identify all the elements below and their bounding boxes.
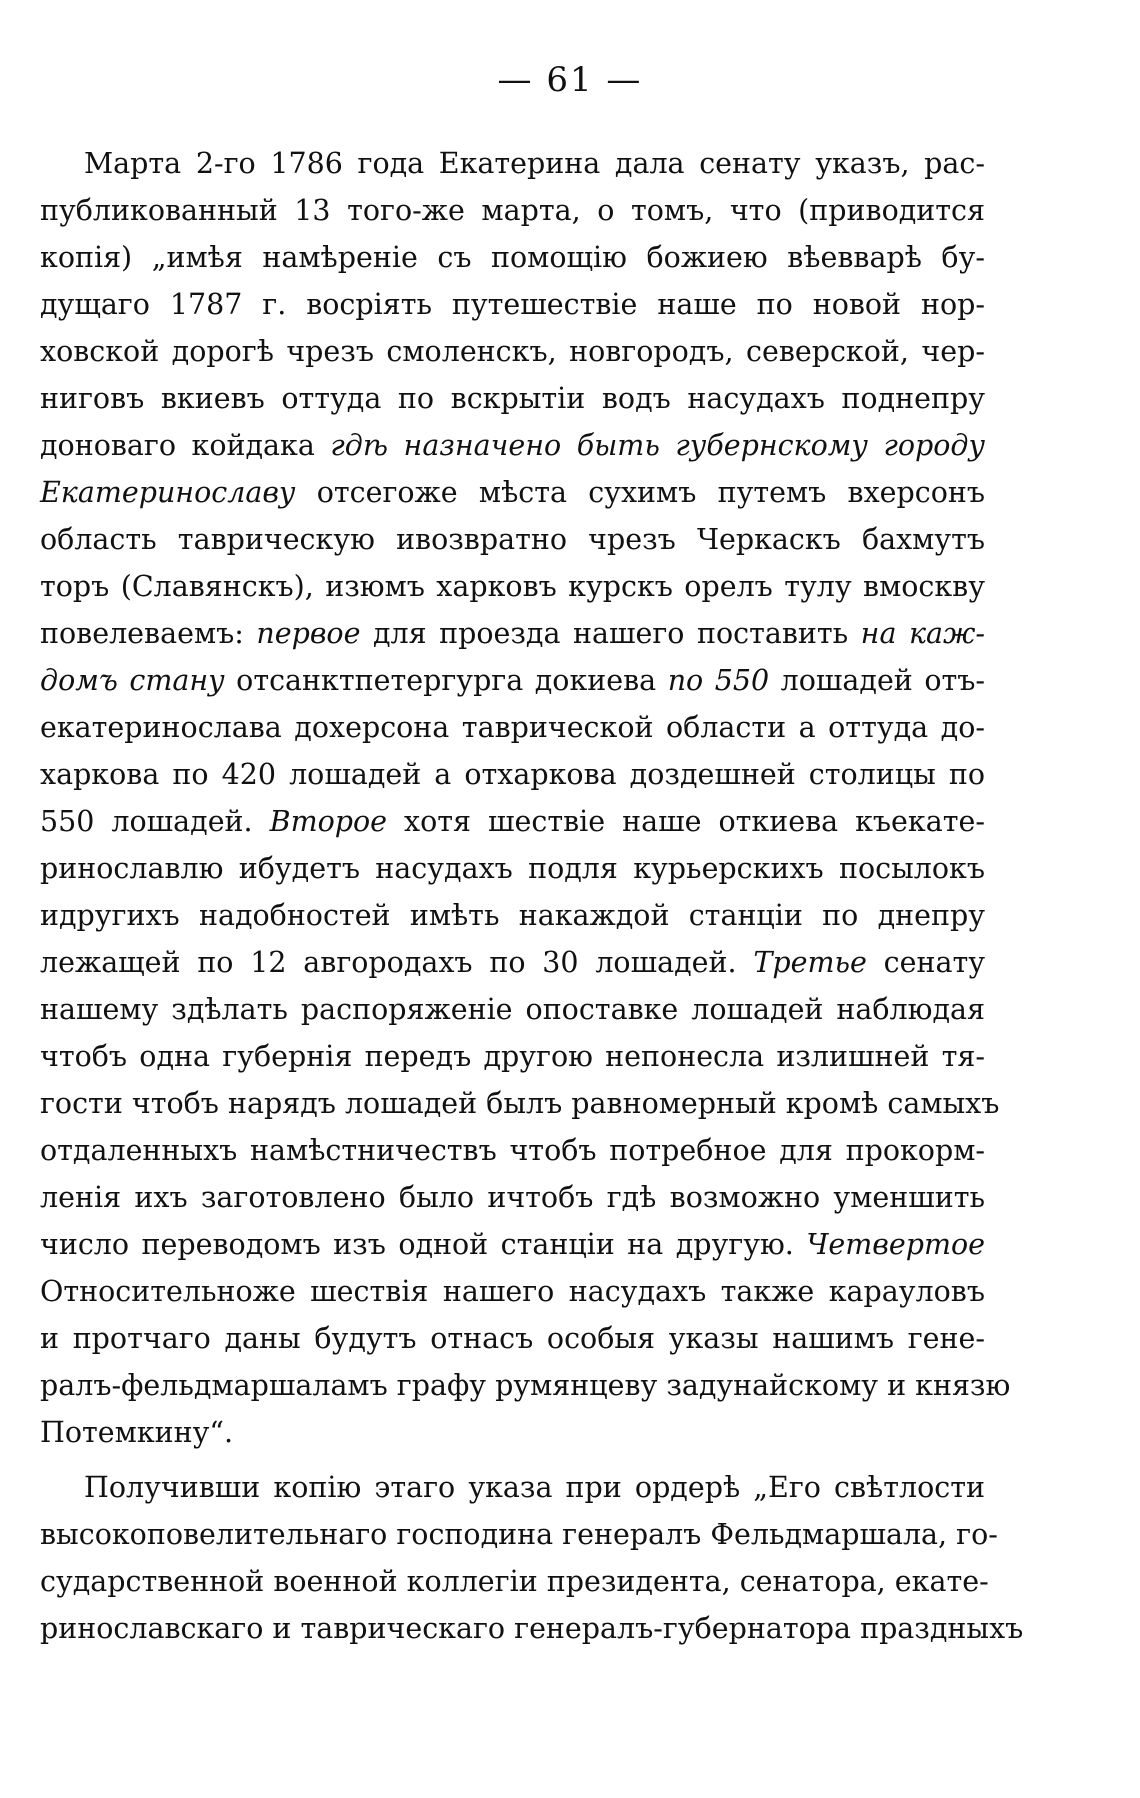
text-run: 550 лошадей. (40, 805, 270, 838)
text-line (40, 1605, 1024, 1652)
text-line (40, 986, 985, 1033)
text-line (40, 375, 985, 422)
italic-run: Третье (753, 946, 867, 979)
text-run: ринославлю ибудетъ насудахъ подля курьерскихъ посылокъ (40, 852, 985, 885)
text-run: ринославскаго и таврическаго генералъ-губернатора праздныхъ (40, 1612, 1024, 1645)
paragraph-gap (40, 1456, 985, 1464)
text-run: дущаго 1787 г. восріять путешествіе наше по новой нор- (40, 288, 985, 321)
text-run: повелеваемъ: (40, 617, 257, 650)
text-line (40, 1033, 985, 1080)
text-run: идругихъ надобностей имѣть накаждой станціи по днепру (40, 899, 985, 932)
text-line (40, 1464, 985, 1511)
text-run: область таврическую ивозвратно чрезъ Черкаскъ бахмутъ (40, 523, 985, 556)
text-run: копія) „имѣя намѣреніе съ помощію божиею вѣевварѣ бу- (40, 241, 985, 274)
text-line (40, 610, 985, 657)
text-run: ралъ-фельдмаршаламъ графу румянцеву задунайскому и князю (40, 1369, 1011, 1402)
text-run: сударственной военной коллегіи президента, сенатора, екате- (40, 1565, 989, 1598)
italic-run: Екатеринославу (40, 476, 296, 509)
text-run: екатеринослава дохерсона таврической области а оттуда до- (40, 711, 985, 744)
text-line (40, 563, 985, 610)
text-run: Относительноже шествія нашего насудахъ также карауловъ (40, 1275, 985, 1308)
italic-run: домъ стану (40, 664, 225, 697)
text-run: Получивши копію этаго указа при ордерѣ „Его свѣтлости (84, 1471, 985, 1504)
paragraph-1 (40, 140, 1011, 1456)
text-run: отсанктпетергурга докиева (224, 664, 668, 697)
text-line (40, 704, 985, 751)
text-line (40, 845, 985, 892)
text-run: и протчаго даны будутъ отнасъ особыя указы нашимъ гене- (40, 1322, 985, 1355)
text-line (40, 751, 985, 798)
body-text (40, 140, 1024, 1652)
text-line (40, 1268, 985, 1315)
text-run: отсегоже мѣста сухимъ путемъ вхерсонъ (295, 476, 985, 509)
text-run: харкова по 420 лошадей а отхаркова доздешней столицы по (40, 758, 985, 791)
text-run: Марта 2-го 1786 года Екатерина дала сенату указъ, рас- (84, 147, 985, 180)
text-line (40, 1511, 998, 1558)
text-line (40, 892, 985, 939)
text-line (40, 657, 985, 704)
text-run: ховской дорогѣ чрезъ смоленскъ, новгородъ, северской, чер- (40, 335, 985, 368)
text-run: для проезда нашего поставить (360, 617, 861, 650)
text-run: гости чтобъ нарядъ лошадей былъ равномерный кромѣ самыхъ (40, 1087, 1000, 1120)
text-line (40, 1174, 985, 1221)
text-run: чтобъ одна губернія передъ другою непонесла излишней тя- (40, 1040, 985, 1073)
text-line (40, 1080, 1000, 1127)
text-run: доноваго койдака (40, 429, 331, 462)
text-line (40, 234, 985, 281)
text-run: торъ (Славянскъ), изюмъ харковъ курскъ орелъ тулу вмоскву (40, 570, 985, 603)
text-line (40, 516, 985, 563)
text-run: Потемкину“. (40, 1416, 234, 1449)
text-run: лошадей отъ- (769, 664, 986, 697)
text-line (40, 1558, 989, 1605)
italic-run: первое (256, 617, 361, 650)
text-line (40, 798, 985, 845)
text-line (40, 140, 985, 187)
page-number: — 61 — (497, 60, 643, 100)
text-line (40, 1127, 985, 1174)
text-line (40, 1409, 985, 1456)
text-line (40, 1362, 1011, 1409)
text-run: ниговъ вкиевъ оттуда по вскрытіи водъ насудахъ поднепру (40, 382, 985, 415)
text-line (40, 469, 985, 516)
text-run: лежащей по 12 авгородахъ по 30 лошадей. (40, 946, 754, 979)
text-line (40, 281, 985, 328)
text-line (40, 422, 985, 469)
paragraph-2 (40, 1464, 1024, 1652)
text-line (40, 187, 985, 234)
text-line (40, 1315, 985, 1362)
text-run: отдаленныхъ намѣстничествъ чтобъ потребное для прокорм- (40, 1134, 985, 1167)
italic-run: по 550 (667, 664, 770, 697)
text-run: хотя шествіе наше откиева къекате- (387, 805, 985, 838)
text-run: высокоповелительнаго господина генералъ Фельдмаршала, го- (40, 1518, 998, 1551)
italic-run: Четвертое (806, 1228, 985, 1261)
italic-run: гдѣ назначено быть губернскому городу (330, 429, 985, 462)
text-line (40, 939, 985, 986)
text-run: нашему здѣлать распоряженіе опоставке лошадей наблюдая (40, 993, 985, 1026)
text-run: число переводомъ изъ одной станціи на другую. (40, 1228, 807, 1261)
text-run: публикованный 13 того-же марта, о томъ, что (приводится (40, 194, 985, 227)
text-line (40, 1221, 985, 1268)
italic-run: на каж- (860, 617, 985, 650)
text-line (40, 328, 985, 375)
text-run: ленія ихъ заготовлено было ичтобъ гдѣ возможно уменшить (40, 1181, 985, 1214)
italic-run: Второе (269, 805, 388, 838)
text-run: сенату (866, 946, 985, 979)
